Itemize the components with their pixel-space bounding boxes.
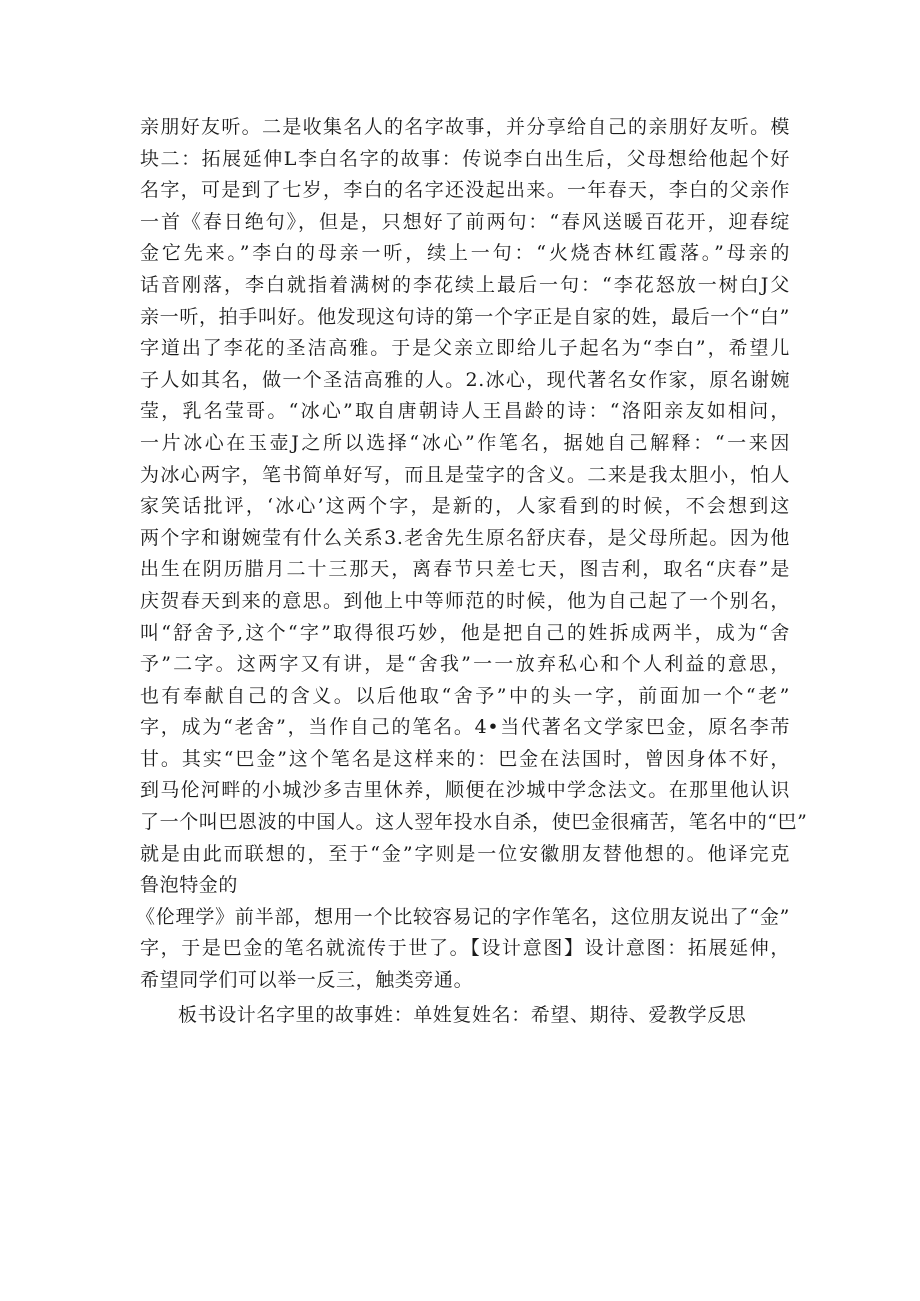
text-line: 名字，可是到了七岁，李白的名字还没起出来。一年春天，李白的父亲作 <box>140 179 790 202</box>
text-line: 甘。其实“巴金”这个笔名是这样来的：巴金在法国时，曾因身体不好， <box>140 747 790 770</box>
text-line: 鲁泡特金的 <box>140 874 239 897</box>
text-line: 金它先来。”李白的母亲一听，续上一句：“火烧杏林红霞落。”母亲的 <box>140 242 790 265</box>
text-line: 字道出了李花的圣洁高雅。于是父亲立即给儿子起名为“李白”，希望儿 <box>140 337 790 360</box>
text-line: 亲朋好友听。二是收集名人的名字故事，并分享给自己的亲朋好友听。模 <box>140 116 790 138</box>
text-line: 话音刚落，李白就指着满树的李花续上最后一句：“李花怒放一树白J父 <box>140 273 790 296</box>
text-line: 亲一听，拍手叫好。他发现这句诗的第一个字正是自家的姓，最后一个“白” <box>140 305 790 328</box>
text-line: 莹，乳名莹哥。“冰心”取自唐朝诗人王昌龄的诗：“洛阳亲友如相问， <box>140 400 790 423</box>
text-line: 希望同学们可以举一反三，触类旁通。 <box>140 969 474 992</box>
text-line: 予”二字。这两字又有讲，是“舍我”一一放弃私心和个人利益的意思， <box>140 653 790 676</box>
text-line: 到马伦河畔的小城沙多吉里休养，顺便在沙城中学念法文。在那里他认识 <box>140 779 790 802</box>
text-line: 为冰心两字，笔书简单好写，而且是莹字的含义。二来是我太胆小，怕人 <box>140 463 790 486</box>
text-line: 了一个叫巴恩波的中国人。这人翌年投水自杀，使巴金很痛苦，笔名中的“巴” <box>140 811 808 834</box>
text-line: 《伦理学》前半部，想用一个比较容易记的字作笔名，这位朋友说出了“金” <box>136 905 790 928</box>
text-line: 两个字和谢婉莹有什么关系3.老舍先生原名舒庆春，是父母所起。因为他 <box>140 526 790 549</box>
text-line: 也有奉献自己的含义。以后他取“舍予”中的头一字，前面加一个“老” <box>140 684 790 707</box>
text-line: 板书设计名字里的故事姓：单姓复姓名：希望、期待、爱教学反思 <box>178 1003 747 1026</box>
text-line: 家笑话批评，‘冰心’这两个字，是新的，人家看到的时候，不会想到这 <box>140 495 790 518</box>
text-line: 字，成为“老舍”，当作自己的笔名。4•当代著名文学家巴金，原名李芾 <box>140 716 790 739</box>
text-line: 一片冰心在玉壶J之所以选择“冰心”作笔名，据她自己解释：“一来因 <box>140 431 790 454</box>
text-line: 就是由此而联想的，至于“金”字则是一位安徽朋友替他想的。他译完克 <box>140 842 790 865</box>
document-body <box>136 112 808 1031</box>
text-line: 出生在阴历腊月二十三那天，离春节只差七天，图吉利，取名“庆春”是 <box>140 558 790 581</box>
text-line: 块二：拓展延伸L李白名字的故事：传说李白出生后，父母想给他起个好 <box>140 147 790 170</box>
text-line: 一首《春日绝句》，但是，只想好了前两句：“春风送暖百花开，迎春绽 <box>140 210 790 233</box>
text-line: 叫“舒舍予,这个“字”取得很巧妙，他是把自己的姓拆成两半，成为“舍 <box>140 621 790 644</box>
text-line: 庆贺春天到来的意思。到他上中等师范的时候，他为自己起了一个别名， <box>140 589 790 612</box>
text-line: 子人如其名，做一个圣洁高雅的人。2.冰心，现代著名女作家，原名谢婉 <box>140 368 790 391</box>
text-line: 字，于是巴金的笔名就流传于世了。【设计意图】设计意图：拓展延伸， <box>140 937 790 960</box>
